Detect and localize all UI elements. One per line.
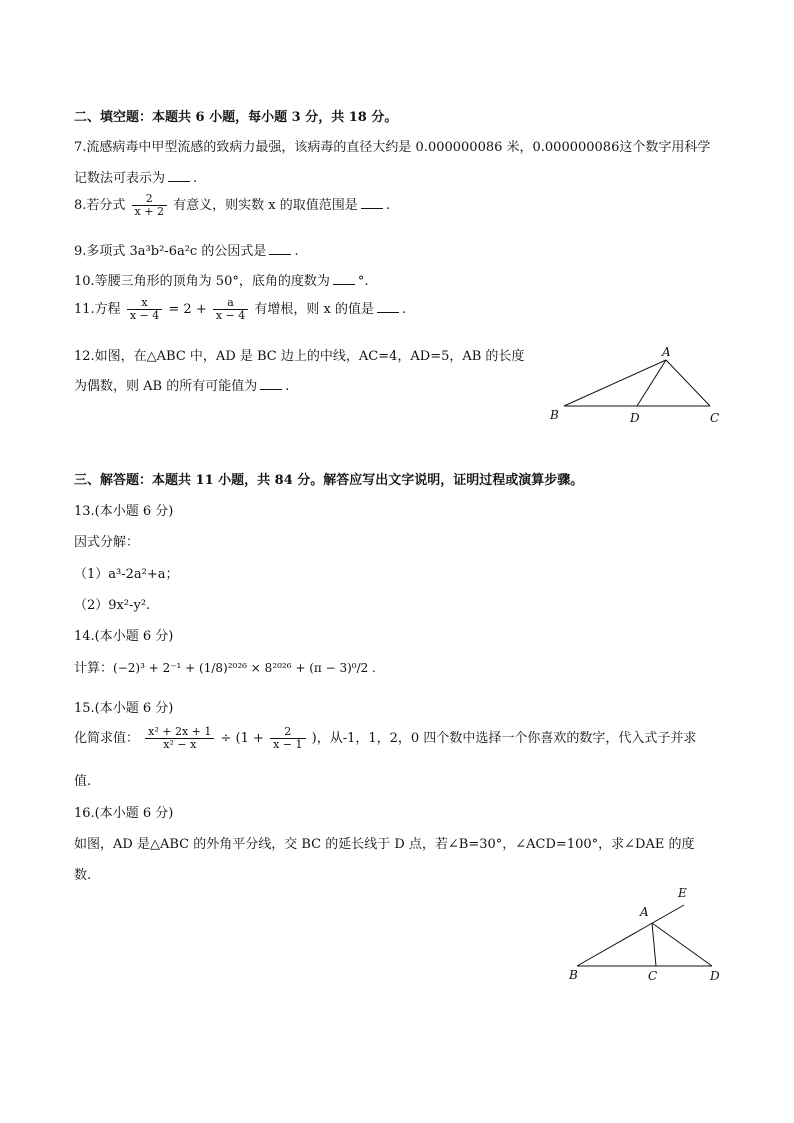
q8-numerator: 2 <box>132 193 167 206</box>
q11-fraction-left <box>127 297 162 322</box>
q15-fraction-right <box>270 726 305 751</box>
q15-divide: ÷ (1 + <box>220 731 264 747</box>
q9: 9.多项式 3a³b²-6a²c 的公因式是 . <box>74 244 299 259</box>
label-D: D <box>630 411 640 425</box>
q15-suffix: )，从-1，1，2，0 四个数中选择一个你喜欢的数字，代入式子并求 <box>311 731 697 747</box>
label-A: A <box>640 905 649 919</box>
label-C: C <box>648 969 658 983</box>
q14-title: 14.(本小题 6 分) <box>74 629 174 644</box>
q11-den2: x − 4 <box>215 309 246 323</box>
q15 <box>74 726 696 751</box>
q13-part1: （1）a³-2a²+a； <box>74 567 179 582</box>
q14-expression: (−2)³ + 2⁻¹ + (1/8)²⁰²⁶ × 8²⁰²⁶ + (π − 3)⁰/2 . <box>113 661 376 675</box>
q9-text: 9.多项式 3a³b²-6a²c 的公因式是 <box>74 244 267 259</box>
q15-line2: 值. <box>74 774 92 789</box>
q11-den1: x − 4 <box>129 309 160 323</box>
label-C: C <box>710 411 720 425</box>
q11-num1: x <box>127 297 162 310</box>
q10: 10.等腰三角形的顶角为 50°，底角的度数为 °. <box>74 274 369 289</box>
q8-fraction <box>132 193 167 218</box>
segment-AD <box>652 923 712 966</box>
q13-title: 13.(本小题 6 分) <box>74 504 174 519</box>
q14 <box>74 657 376 676</box>
q15-den2: x − 1 <box>273 738 303 752</box>
answer-blank <box>361 197 383 209</box>
q8: 8.若分式 $\frac{2}{x + 2}$ 有意义，则实数 x 的取值范围是 . <box>74 192 390 219</box>
q16-line2: 数. <box>74 868 92 883</box>
q11-suffix: 有增根，则 x 的值是 <box>254 302 375 318</box>
q8-denominator: x + 2 <box>134 205 164 219</box>
segment-AB <box>564 360 666 406</box>
label-E: E <box>678 886 687 900</box>
label-B: B <box>569 968 578 982</box>
q10-text: 10.等腰三角形的顶角为 50°，底角的度数为 <box>74 274 330 289</box>
q11-mid: = 2 + <box>168 302 207 318</box>
ray-BE <box>577 905 684 966</box>
section2-heading: 二、填空题：本题共 6 小题，每小题 3 分，共 18 分。 <box>74 110 398 125</box>
answer-blank <box>333 273 355 285</box>
q12-line1: 12.如图，在△ABC 中，AD 是 BC 边上的中线，AC=4，AD=5，AB 的长度 <box>74 349 525 364</box>
label-A: A <box>662 345 671 359</box>
q15-den1: x² − x <box>163 738 197 752</box>
q8-prefix: 8.若分式 <box>74 198 126 214</box>
q13-part2: （2）9x²-y². <box>74 598 151 613</box>
q15-num1: x² + 2x + 1 <box>145 726 214 739</box>
q11-num2: a <box>213 297 248 310</box>
q11: 11.方程 $\frac{x}{x - 4}$ = 2 + $\frac{a}{x - 4}$ 有增根，则 x 的值是 . <box>74 296 407 323</box>
q15-prompt: 化简求值： <box>74 731 140 747</box>
q14-prompt: 计算： <box>74 661 114 676</box>
triangle-figure-median <box>540 340 730 430</box>
answer-blank <box>260 378 282 390</box>
q10-unit: ° <box>357 274 365 289</box>
section3-heading: 三、解答题：本题共 11 小题，共 84 分。解答应写出文字说明，证明过程或演算步骤。 <box>74 473 584 488</box>
q11-prefix: 11.方程 <box>74 302 121 318</box>
q12-text: 为偶数，则 AB 的所有可能值为 <box>74 379 258 394</box>
q15-title: 15.(本小题 6 分) <box>74 701 174 716</box>
q16-line1: 如图，AD 是△ABC 的外角平分线，交 BC 的延长线于 D 点，若∠B=30°，∠ACD=100°，求∠DAE 的度 <box>74 837 695 852</box>
q15-num2: 2 <box>270 726 305 739</box>
answer-blank <box>269 243 291 255</box>
q7-line1: 7.流感病毒中甲型流感的致病力最强，该病毒的直径大约是 0.000000086 米，0.000000086这个数字用科学 <box>74 140 711 155</box>
answer-blank <box>377 301 399 313</box>
triangle-figure-bisector <box>560 880 730 990</box>
q12-line2: 为偶数，则 AB 的所有可能值为 . <box>74 379 290 394</box>
q7-text: 记数法可表示为 <box>74 171 166 186</box>
q15-fraction-left <box>145 726 214 751</box>
q7-line2: 记数法可表示为 . <box>74 171 198 186</box>
answer-blank <box>168 170 190 182</box>
segment-AC <box>666 360 710 406</box>
q8-suffix: 有意义，则实数 x 的取值范围是 <box>173 198 358 214</box>
label-B: B <box>550 408 559 422</box>
q16-title: 16.(本小题 6 分) <box>74 806 174 821</box>
label-D: D <box>710 969 720 983</box>
q13-prompt: 因式分解： <box>74 535 140 550</box>
q11-fraction-right <box>213 297 248 322</box>
segment-AC <box>652 923 656 966</box>
